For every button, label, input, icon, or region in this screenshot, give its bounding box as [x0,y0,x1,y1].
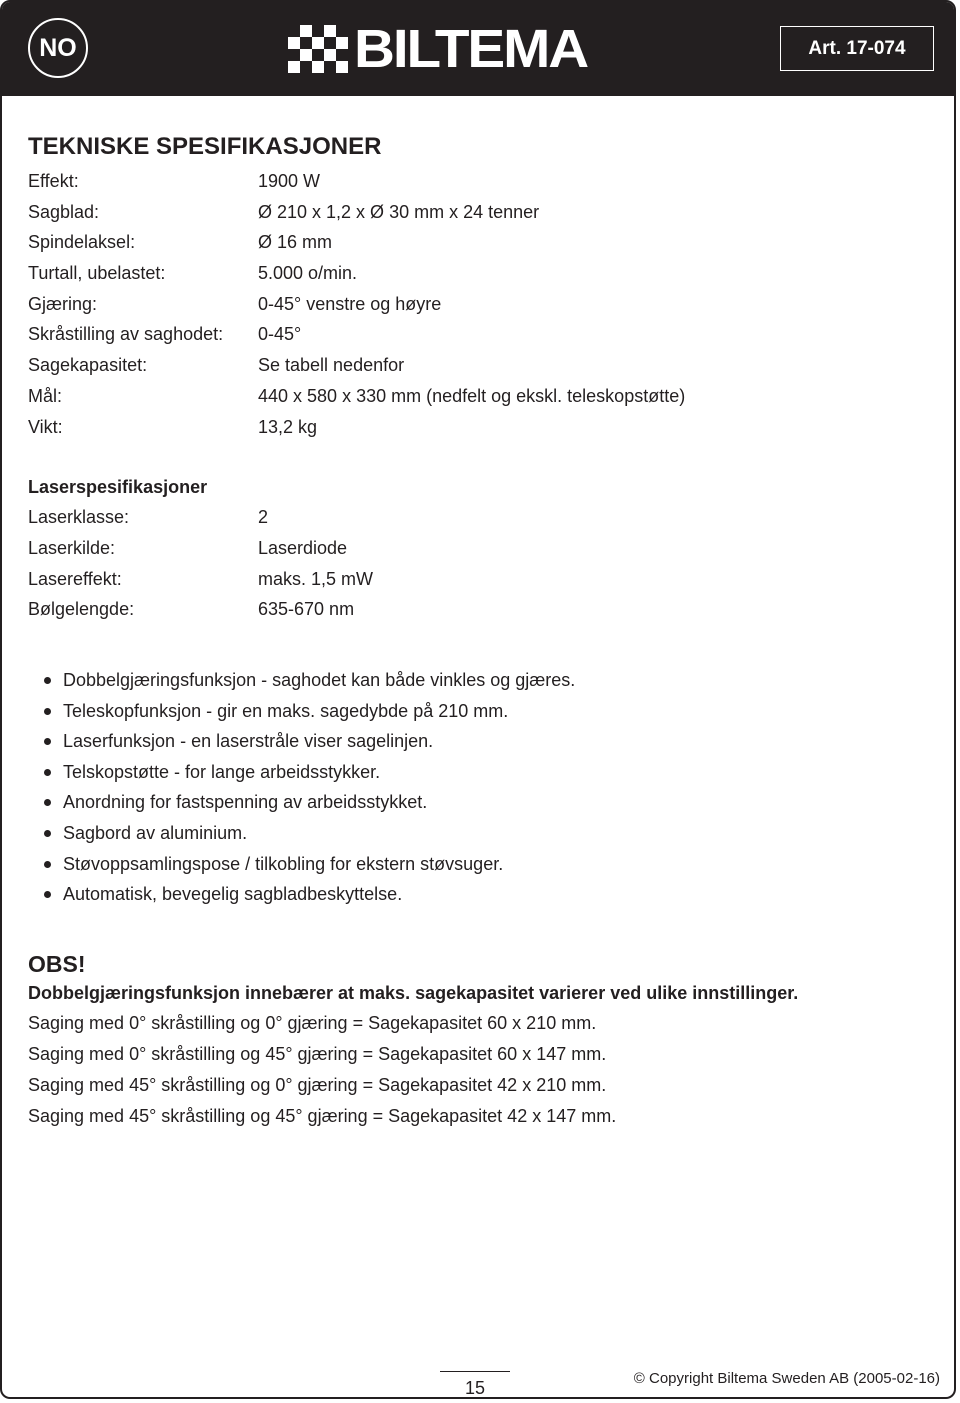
spec-value: Ø 210 x 1,2 x Ø 30 mm x 24 tenner [258,201,540,222]
feature-text: Støvoppsamlingspose / tilkobling for ekstern støvsuger. [63,853,504,874]
spec-value: 0-45° venstre og høyre [258,293,442,314]
spec-row [28,412,928,443]
laser-row [28,594,928,625]
list-item [28,879,928,910]
article-number: Art. 17-074 [780,26,934,71]
bullet-icon [44,708,51,715]
obs-line: Saging med 45° skråstilling og 0° gjæring = Sagekapasitet 42 x 210 mm. [28,1074,607,1095]
list-item [28,818,928,849]
spec-row [28,227,928,258]
checker-flag-icon [288,25,348,73]
spec-label: Sagekapasitet: [28,355,148,376]
spec-label: Gjæring: [28,293,98,314]
spec-label: Effekt: [28,171,79,191]
list-item [28,726,928,757]
page-number: 15 [440,1371,510,1399]
feature-list [28,665,928,910]
spec-value: 440 x 580 x 330 mm (nedfelt og ekskl. teleskopstøtte) [258,385,686,406]
spec-row [28,166,928,197]
spec-label: Turtall, ubelastet: [28,263,166,284]
spec-label: Sagblad: [28,201,100,222]
obs-line: Saging med 45° skråstilling og 45° gjæring = Sagekapasitet 42 x 147 mm. [28,1105,617,1126]
bullet-icon [44,799,51,806]
feature-text: Automatisk, bevegelig sagbladbeskyttelse. [63,884,403,905]
obs-line: Saging med 0° skråstilling og 0° gjæring = Sagekapasitet 60 x 210 mm. [28,1013,597,1034]
laser-value: Laserdiode [258,537,348,558]
spec-label: Spindelaksel: [28,232,136,253]
spec-row [28,197,928,228]
laser-title: Laserspesifikasjoner [28,477,208,498]
obs-title: OBS! [28,950,86,977]
language-badge: NO [28,18,88,78]
laser-value: maks. 1,5 mW [258,568,374,589]
feature-text: Teleskopfunksjon - gir en maks. sagedybde på 210 mm. [63,700,509,721]
main-content [28,132,928,1131]
spec-row [28,350,928,381]
copyright-notice: © Copyright Biltema Sweden AB (2005-02-16) [633,1370,940,1387]
feature-text: Dobbelgjæringsfunksjon - saghodet kan både vinkles og gjæres. [63,669,576,690]
list-item [28,787,928,818]
bullet-icon [44,830,51,837]
feature-text: Laserfunksjon - en laserstråle viser sagelinjen. [63,731,434,752]
spec-value: Se tabell nedenfor [258,355,405,376]
feature-text: Sagbord av aluminium. [63,822,248,843]
obs-note: Dobbelgjæringsfunksjon innebærer at maks. sagekapasitet varierer ved ulike innstillinger. [28,982,799,1003]
laser-label: Laserkilde: [28,537,116,558]
spec-label: Mål: [28,385,63,406]
list-item [28,665,928,696]
brand-wordmark: BILTEMA [354,19,588,79]
spec-value: 5.000 o/min. [258,263,358,284]
specs-title: TEKNISKE SPESIFIKASJONER [28,133,382,160]
specs-table [28,166,928,442]
spec-label: Skråstilling av saghodet: [28,324,224,345]
laser-label: Laserklasse: [28,507,130,528]
laser-label: Lasereffekt: [28,568,122,589]
feature-text: Telskopstøtte - for lange arbeidsstykker. [63,761,381,782]
spec-value: 0-45° [258,324,302,345]
bullet-icon [44,677,51,684]
list-item [28,849,928,880]
laser-row [28,533,928,564]
bullet-icon [44,769,51,776]
spec-label: Vikt: [28,416,63,437]
bullet-icon [44,861,51,868]
brand-logo [288,19,678,79]
laser-row [28,502,928,533]
spec-row [28,289,928,320]
spec-value: 1900 W [258,171,321,191]
spec-value: Ø 16 mm [258,232,333,253]
spec-row [28,258,928,289]
header-bar [2,2,954,96]
feature-text: Anordning for fastspenning av arbeidsstykket. [63,792,428,813]
list-item [28,757,928,788]
list-item [28,696,928,727]
laser-value: 2 [258,507,269,528]
obs-line: Saging med 0° skråstilling og 45° gjæring = Sagekapasitet 60 x 147 mm. [28,1044,607,1065]
spec-value: 13,2 kg [258,416,318,437]
laser-table [28,502,928,625]
spec-row [28,381,928,412]
spec-row [28,319,928,350]
bullet-icon [44,738,51,745]
laser-value: 635-670 nm [258,599,355,620]
laser-label: Bølgelengde: [28,599,135,620]
bullet-icon [44,891,51,898]
laser-row [28,564,928,595]
